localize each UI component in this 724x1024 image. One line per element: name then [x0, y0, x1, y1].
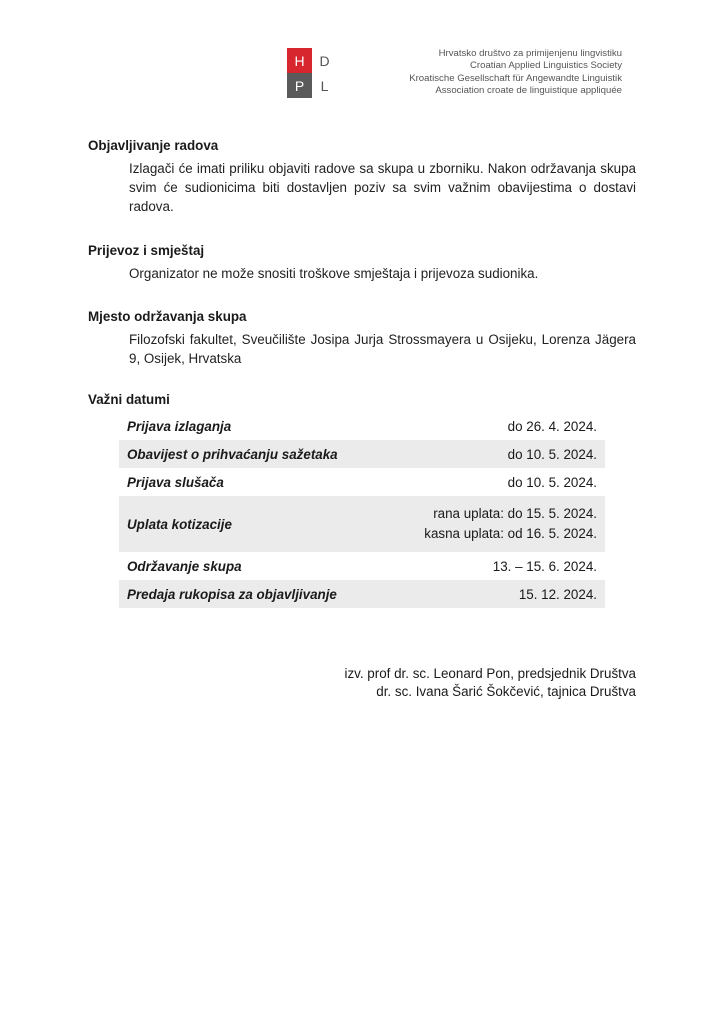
table-row [119, 580, 605, 608]
event-date: do 26. 4. 2024. [507, 418, 597, 434]
section-heading: Prijevoz i smještaj [88, 243, 205, 258]
event-date: do 10. 5. 2024. [507, 474, 597, 490]
section-text: Organizator ne može snositi troškove smještaja i prijevoza sudionika. [129, 266, 539, 281]
early-payment-date: rana uplata: do 15. 5. 2024. [433, 506, 597, 521]
logo-letter-l: L [312, 73, 337, 98]
event-name: Uplata kotizacije [119, 496, 384, 552]
event-name: Prijava izlaganja [127, 418, 232, 434]
event-name: Predaja rukopisa za objavljivanje [119, 580, 384, 608]
event-date: 13. – 15. 6. 2024. [492, 558, 597, 574]
logo-letter-h: H [287, 48, 312, 73]
event-name: Obavijest o prihvaćanju sažetaka [119, 440, 384, 468]
signatures [344, 665, 636, 701]
hdpl-logo [287, 48, 337, 98]
section-heading: Važni datumi [88, 392, 170, 407]
table-row [119, 468, 605, 496]
society-name-hr: Hrvatsko društvo za primijenjenu lingvistiku [438, 48, 622, 59]
logo-letter-d: D [312, 48, 337, 73]
table-row [119, 412, 605, 440]
event-name: Prijava slušača [127, 474, 224, 490]
event-date: do 10. 5. 2024. [384, 440, 605, 468]
section-text: Filozofski fakultet, Sveučilište Josipa Jurja Strossmayera u Osijeku, Lorenza Jägera 9, Osijek, Hrvatska [129, 332, 636, 366]
section-publishing [88, 137, 636, 216]
society-name-de: Kroatische Gesellschaft für Angewandte Linguistik [409, 72, 622, 84]
event-date: 15. 12. 2024. [384, 580, 605, 608]
late-payment-date: kasna uplata: od 16. 5. 2024. [424, 526, 597, 541]
section-text: Izlagači će imati priliku objaviti radove sa skupa u zborniku. Nakon održavanja skupa svim će sudionicima biti dostavljen poziv sa svim važnim obavijestima o dostavi radova. [129, 161, 636, 214]
logo-letter-p: P [287, 73, 312, 98]
section-heading: Mjesto održavanja skupa [88, 309, 247, 324]
society-name-fr: Association croate de linguistique appliquée [435, 85, 622, 97]
signature-secretary: dr. sc. Ivana Šarić Šokčević, tajnica Društva [376, 684, 636, 699]
event-date [384, 496, 605, 552]
table-row [119, 496, 605, 552]
section-heading: Objavljivanje radova [88, 138, 219, 153]
important-dates-table [119, 412, 605, 608]
section-dates [88, 391, 636, 409]
event-name: Održavanje skupa [127, 558, 242, 574]
society-names [409, 48, 622, 98]
section-venue [88, 308, 636, 368]
section-transport [88, 242, 636, 283]
signature-president: izv. prof dr. sc. Leonard Pon, predsjednik Društva [344, 666, 636, 681]
society-name-en: Croatian Applied Linguistics Society [470, 60, 622, 72]
table-row [119, 552, 605, 580]
table-row [119, 440, 605, 468]
